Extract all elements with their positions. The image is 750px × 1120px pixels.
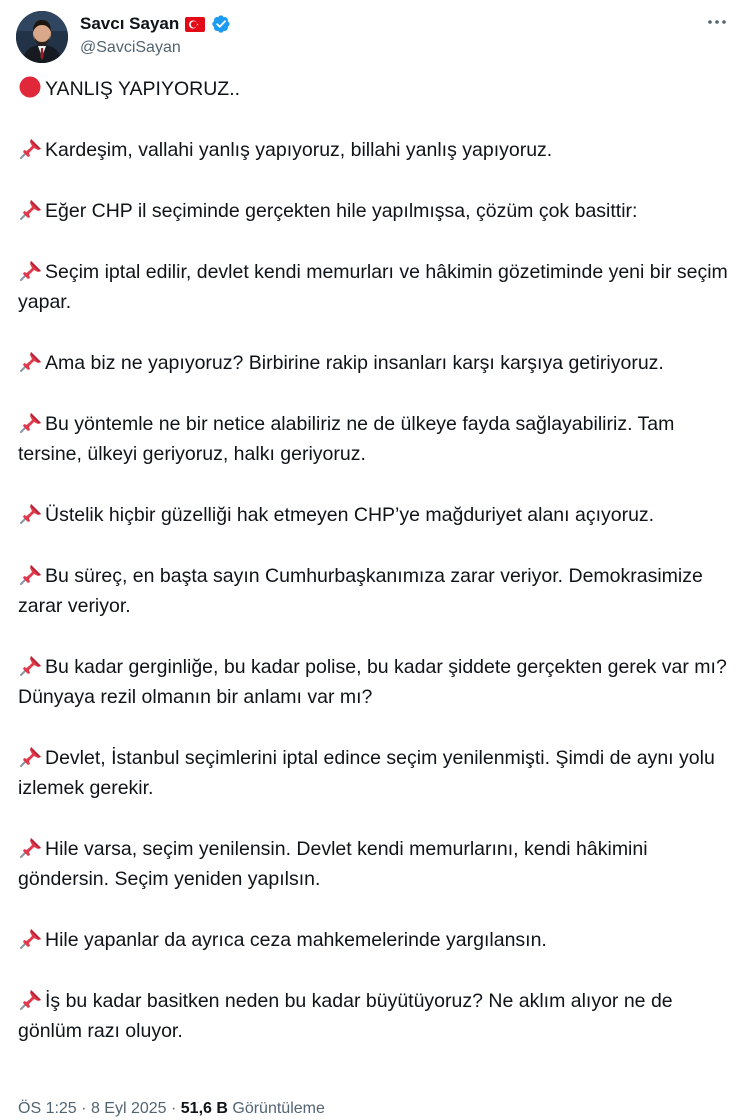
paragraph-text: Hile yapanlar da ayrıca ceza mahkemelerinde yargılansın.: [45, 929, 547, 951]
display-name[interactable]: Savcı Sayan: [80, 14, 180, 33]
pushpin-icon: [18, 501, 44, 525]
paragraph-text: Ama biz ne yapıyoruz? Birbirine rakip insanları karşı karşıya getiriyoruz.: [45, 352, 664, 374]
tweet-paragraph: [18, 986, 736, 1046]
pushpin-icon: [18, 562, 44, 586]
paragraph-text: Bu kadar gerginliğe, bu kadar polise, bu kadar şiddete gerçekten gerek var mı? Dünyaya rezil olmanın bir anlamı var mı?: [18, 656, 727, 708]
handle[interactable]: @SavciSayan: [80, 39, 181, 56]
tweet-paragraph: [18, 500, 736, 530]
pushpin-icon: [18, 744, 44, 768]
pushpin-icon: [18, 410, 44, 434]
turkey-flag-icon: [185, 17, 205, 32]
verified-badge-icon[interactable]: [211, 14, 231, 34]
tweet-paragraph: [18, 561, 736, 621]
red-circle-icon: [18, 75, 44, 99]
tweet-time[interactable]: ÖS 1:25: [18, 1100, 77, 1117]
paragraph-text: Hile varsa, seçim yenilensin. Devlet kendi memurlarını, kendi hâkimini göndersin. Seçim yeniden yapılsın.: [18, 838, 648, 890]
tweet-paragraph: [18, 257, 736, 317]
tweet-meta: [18, 1100, 325, 1118]
pushpin-icon: [18, 136, 44, 160]
tweet-paragraph: [18, 925, 736, 955]
tweet-paragraph: [18, 135, 736, 165]
meta-separator: ·: [171, 1100, 177, 1117]
views-count[interactable]: 51,6 B: [180, 1100, 228, 1117]
paragraph-text: Seçim iptal edilir, devlet kendi memurları ve hâkimin gözetiminde yeni bir seçim yapar.: [18, 261, 728, 313]
tweet-text: [18, 74, 736, 1077]
pushpin-icon: [18, 835, 44, 859]
tweet-paragraph: [18, 652, 736, 712]
tweet-paragraph: [18, 74, 736, 104]
paragraph-text: Eğer CHP il seçiminde gerçekten hile yapılmışsa, çözüm çok basittir:: [45, 200, 638, 222]
avatar[interactable]: [16, 11, 68, 63]
paragraph-text: Kardeşim, vallahi yanlış yapıyoruz, billahi yanlış yapıyoruz.: [45, 139, 553, 161]
tweet-paragraph: [18, 409, 736, 469]
paragraph-text: Devlet, İstanbul seçimlerini iptal edince seçim yenilenmişti. Şimdi de aynı yolu izlemek gerekir.: [18, 747, 715, 799]
more-options-button[interactable]: [702, 10, 732, 34]
tweet-paragraph: [18, 196, 736, 226]
views-label: Görüntüleme: [232, 1100, 325, 1117]
tweet-paragraph: [18, 834, 736, 894]
paragraph-text: Üstelik hiçbir güzelliği hak etmeyen CHP’ye mağduriyet alanı açıyoruz.: [45, 504, 655, 526]
pushpin-icon: [18, 653, 44, 677]
tweet-paragraph: [18, 348, 736, 378]
name-row: [80, 12, 231, 36]
tweet-date[interactable]: 8 Eyl 2025: [90, 1100, 167, 1117]
tweet-paragraph: [18, 743, 736, 803]
paragraph-text: YANLIŞ YAPIYORUZ..: [45, 78, 241, 100]
pushpin-icon: [18, 258, 44, 282]
pushpin-icon: [18, 926, 44, 950]
paragraph-text: Bu süreç, en başta sayın Cumhurbaşkanımıza zarar veriyor. Demokrasimize zarar veriyor.: [18, 565, 703, 617]
tweet-header: [16, 8, 734, 64]
more-options-icon: [707, 19, 727, 25]
paragraph-text: Bu yöntemle ne bir netice alabiliriz ne de ülkeye fayda sağlayabiliriz. Tam tersine, ülkeyi geriyoruz, halkı geriyoruz.: [18, 413, 675, 465]
paragraph-text: İş bu kadar basitken neden bu kadar büyütüyoruz? Ne aklım alıyor ne de gönlüm razı oluyor.: [18, 990, 673, 1042]
meta-separator: ·: [81, 1100, 87, 1117]
pushpin-icon: [18, 197, 44, 221]
pushpin-icon: [18, 987, 44, 1011]
pushpin-icon: [18, 349, 44, 373]
